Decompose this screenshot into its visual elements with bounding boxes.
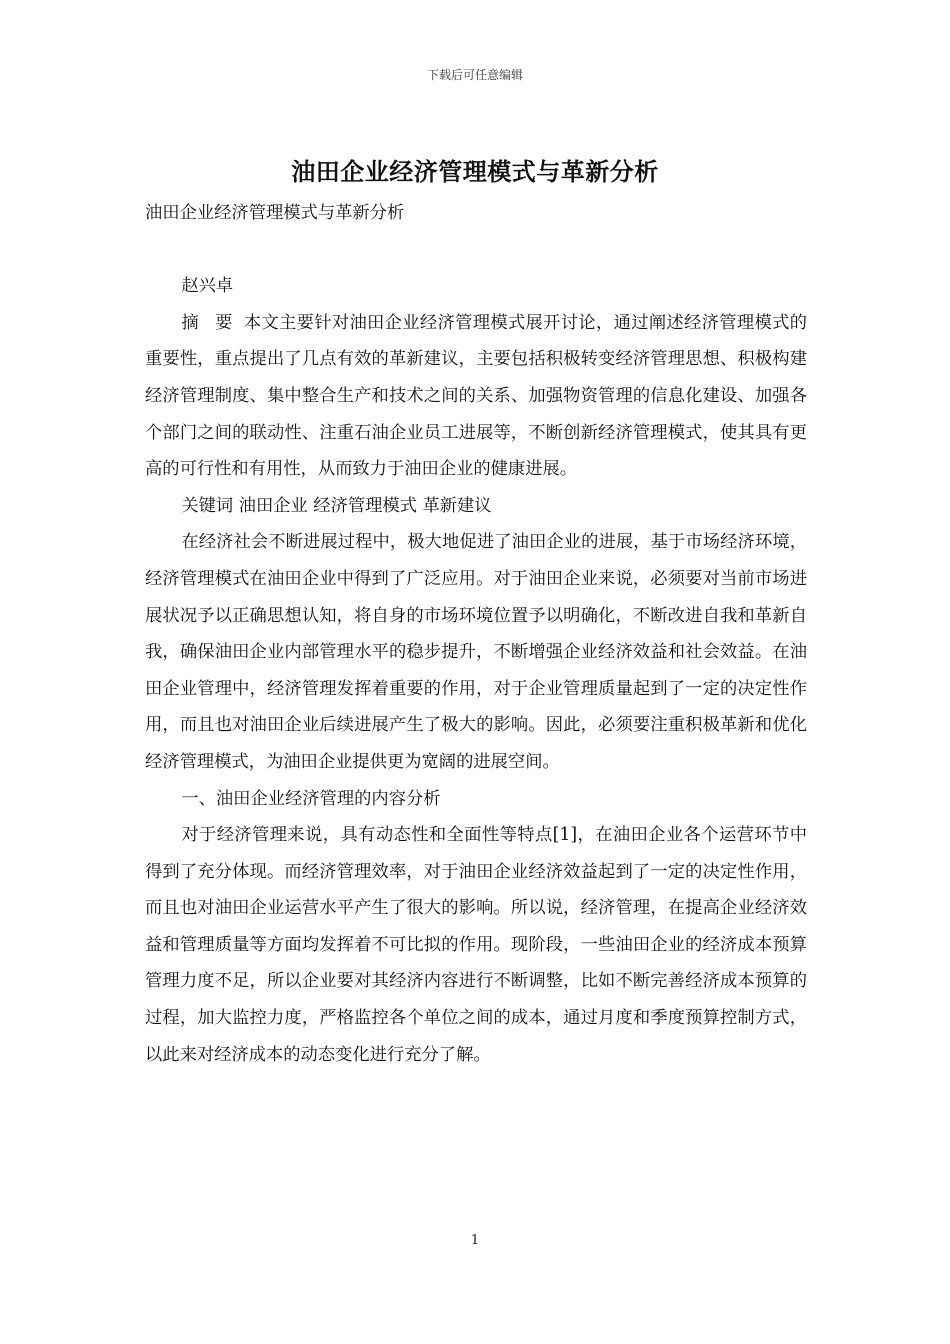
page-number: 1 (470, 1233, 480, 1248)
keywords-line: 关键词 油田企业 经济管理模式 革新建议 (181, 495, 492, 516)
abstract-text: 本文主要针对油田企业经济管理模式展开讨论，通过阐述经济管理模式的重要性，重点提出了几点有效的革新建议，主要包括积极转变经济管理思想、积极构建经济管理制度、集中整合生产和技术之间的关系、加强物资管理的信息化建设、加强各个部门之间的联动性、注重石油企业员工进展等，不断创新经济管理模式，使其具有更高的可行性和有用性，从而致力于油田企业的健康进展。 (145, 312, 807, 480)
page-header-note: 下载后可任意编辑 (426, 68, 523, 82)
document-body (145, 195, 807, 1073)
author-name: 赵兴卓 (181, 276, 234, 297)
document-title: 油田企业经济管理模式与革新分析 (291, 157, 659, 186)
intro-paragraph: 在经济社会不断进展过程中，极大地促进了油田企业的进展，基于市场经济环境，经济管理模式在油田企业中得到了广泛应用。对于油田企业来说，必须要对当前市场进展状况予以正确思想认知，将自身的市场环境位置予以明确化，不断改进自我和革新自我，确保油田企业内部管理水平的稳步提升，不断增强企业经济效益和社会效益。在油田企业管理中，经济管理发挥着重要的作用，对于企业管理质量起到了一定的决定性作用，而且也对油田企业后续进展产生了极大的影响。因此，必须要注重积极革新和优化经济管理模式，为油田企业提供更为宽阔的进展空间。 (145, 532, 807, 772)
section-1-heading: 一、油田企业经济管理的内容分析 (181, 788, 441, 809)
abstract-label: 摘 要 (181, 312, 238, 333)
document-subtitle: 油田企业经济管理模式与革新分析 (145, 203, 405, 223)
blank-line (145, 232, 807, 269)
section-1-paragraph: 对于经济管理来说，具有动态性和全面性等特点[1]，在油田企业各个运营环节中得到了充分体现。而经济管理效率，对于油田企业经济效益起到了一定的决定性作用，而且也对油田企业运营水平产生了很大的影响。所以说，经济管理，在提高企业经济效益和管理质量等方面均发挥着不可比拟的作用。现阶段，一些油田企业的经济成本预算管理力度不足，所以企业要对其经济内容进行不断调整，比如不断完善经济成本预算的过程，加大监控力度，严格监控各个单位之间的成本，通过月度和季度预算控制方式，以此来对经济成本的动态变化进行充分了解。 (145, 825, 807, 1065)
abstract-paragraph (145, 305, 807, 488)
